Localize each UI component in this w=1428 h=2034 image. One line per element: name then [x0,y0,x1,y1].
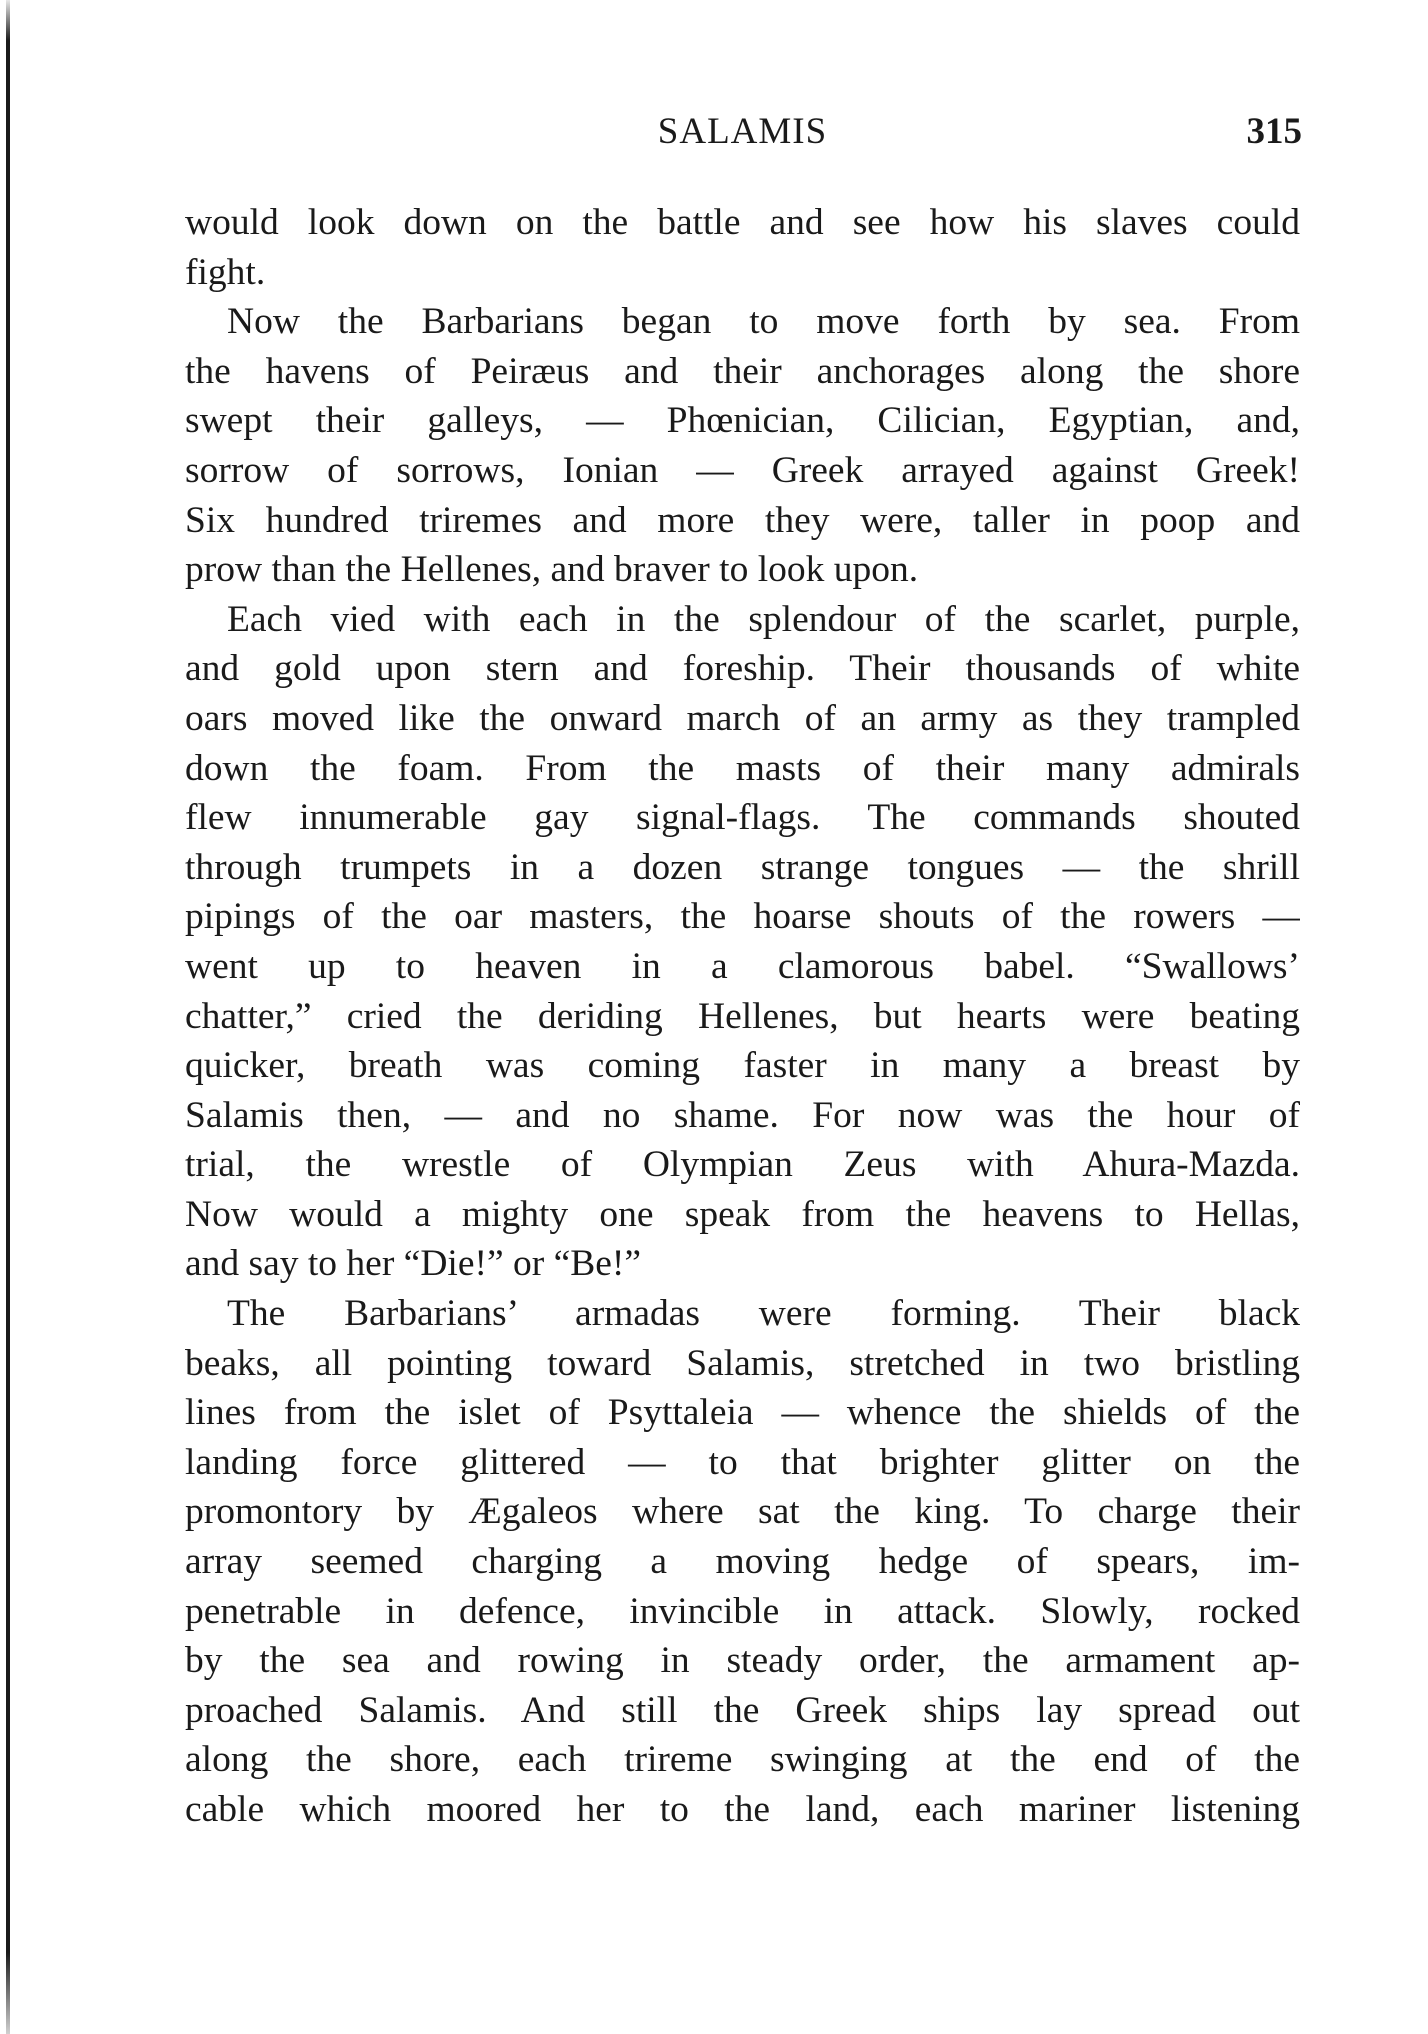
book-page [185,110,1300,1835]
text-line: oars moved like the onward march of an army as they trampled [185,697,1300,739]
text-line: pipings of the oar masters, the hoarse shouts of the rowers — [185,896,1300,938]
text-line: cable which moored her to the land, each mariner listening [185,1789,1300,1830]
text-line: went up to heaven in a clamorous babel. “Swallows’ [185,945,1300,987]
text-line: through trumpets in a dozen strange tongues — the shrill [185,846,1300,888]
text-line: array seemed charging a moving hedge of spears, im- [185,1541,1300,1583]
text-line: trial, the wrestle of Olympian Zeus with Ahura-Mazda. [185,1144,1300,1186]
text-line: Six hundred triremes and more they were, taller in poop and [185,499,1300,541]
paragraph-first-line: The Barbarians’ armadas were forming. Their black [227,1293,1300,1335]
text-line: Now would a mighty one speak from the heavens to Hellas, [185,1193,1300,1235]
text-line: down the foam. From the masts of their many admirals [185,747,1300,789]
text-line: promontory by Ægaleos where sat the king. To charge their [185,1491,1300,1533]
text-line: flew innumerable gay signal-flags. The commands shouted [185,797,1300,839]
paragraph-first-line: Now the Barbarians began to move forth by sea. From [227,301,1300,343]
text-line: would look down on the battle and see how his slaves could [185,202,1300,243]
text-line: the havens of Peiræus and their anchorages along the shore [185,350,1300,392]
text-line: Salamis then, — and no shame. For now was the hour of [185,1094,1300,1136]
text-line: sorrow of sorrows, Ionian — Greek arrayed against Greek! [185,449,1300,491]
running-head [185,110,1300,170]
text-line: and gold upon stern and foreship. Their thousands of white [185,648,1300,690]
text-line: swept their galleys, — Phœnician, Cilician, Egyptian, and, [185,400,1300,442]
page-number: 315 [1246,111,1302,152]
text-line: lines from the islet of Psyttaleia — whence the shields of the [185,1392,1300,1434]
text-line: proached Salamis. And still the Greek ships lay spread out [185,1689,1300,1731]
text-line: and say to her “Die!” or “Be!” [185,1243,642,1285]
scan-page-edge [6,0,10,2034]
text-line: landing force glittered — to that brighter glitter on the [185,1441,1300,1483]
text-line: by the sea and rowing in steady order, the armament ap- [185,1640,1300,1682]
paragraph-first-line: Each vied with each in the splendour of the scarlet, purple, [227,598,1300,640]
running-title: SALAMIS [657,111,828,152]
text-line: along the shore, each trireme swinging at the end of the [185,1739,1300,1781]
text-line: prow than the Hellenes, and braver to look upon. [185,549,919,591]
text-line: chatter,” cried the deriding Hellenes, but hearts were beating [185,995,1300,1037]
text-line: fight. [185,251,266,293]
text-line: penetrable in defence, invincible in attack. Slowly, rocked [185,1590,1300,1632]
text-line: quicker, breath was coming faster in many a breast by [185,1045,1300,1087]
text-line: beaks, all pointing toward Salamis, stretched in two bristling [185,1342,1300,1384]
body-text [185,198,1300,1835]
